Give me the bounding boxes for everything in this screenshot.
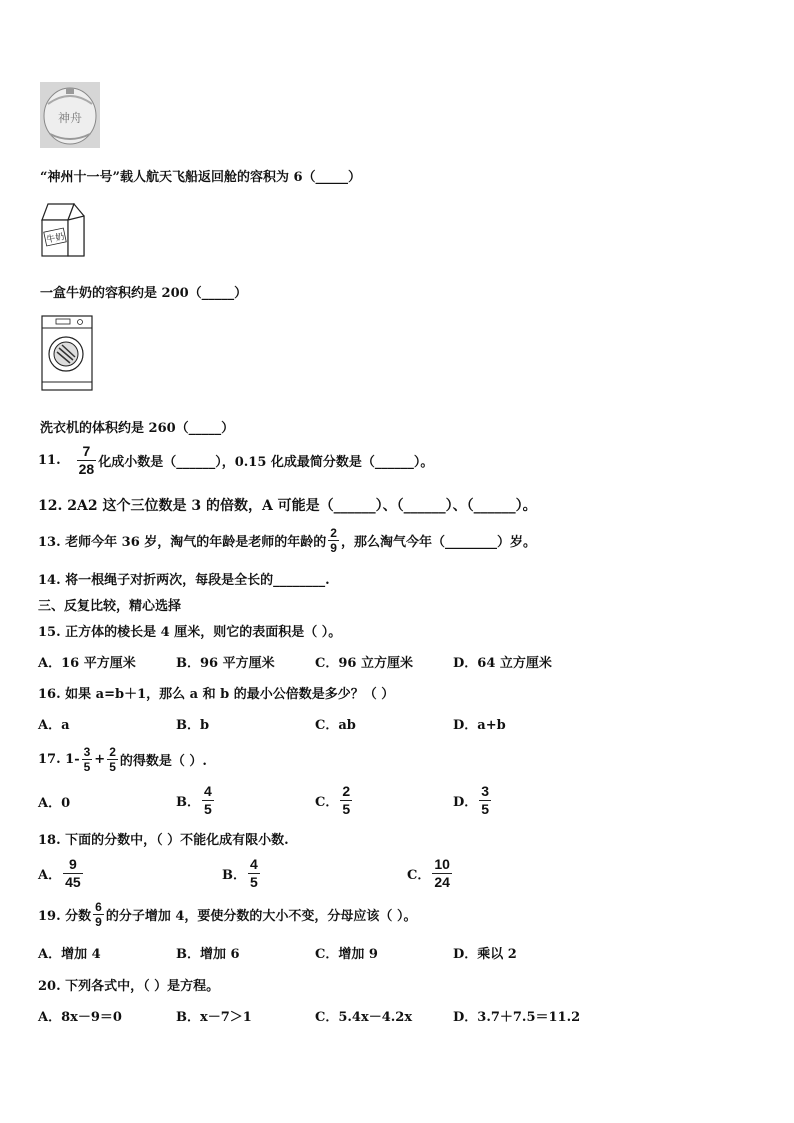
q16-option-a[interactable]: A．a	[38, 718, 70, 733]
capsule-image	[40, 82, 100, 148]
question-11-number: 11.	[38, 452, 61, 468]
question-11-fraction: $\frac{7}{28}$	[78, 442, 95, 477]
q20-option-a[interactable]: A．8x－9＝0	[38, 1010, 122, 1025]
capsule-question: “神州十一号”载人航天飞船返回舱的容积为 6（_____）	[40, 170, 362, 185]
q15-option-c[interactable]: C．96 立方厘米	[315, 656, 413, 671]
q17-fraction-1: $\frac{3}{5}$	[83, 744, 91, 774]
q20-option-c[interactable]: C．5.4x－4.2x	[315, 1010, 413, 1025]
q19-option-c[interactable]: C．增加 9	[315, 947, 378, 962]
q20-option-b[interactable]: B．x－7＞1	[176, 1010, 252, 1025]
q18-option-a[interactable]: A． $\frac{9}{45}$	[38, 855, 81, 890]
q19-fraction: $\frac{6}{9}$	[95, 899, 102, 929]
q15-option-b[interactable]: B．96 平方厘米	[176, 656, 275, 671]
washer-question: 洗衣机的体积约是 260（_____）	[40, 421, 235, 436]
washing-machine-image	[40, 314, 94, 392]
svg-text:神舟: 神舟	[58, 111, 83, 125]
q20-option-d[interactable]: D．3.7＋7.5＝11.2	[453, 1010, 581, 1025]
milk-question: 一盒牛奶的容积约是 200（_____）	[40, 286, 248, 301]
q17-option-a[interactable]: A．0	[38, 796, 71, 811]
q16-option-b[interactable]: B．b	[176, 718, 210, 733]
question-11	[38, 440, 433, 480]
q17-option-b[interactable]: B． $\frac{4}{5}$	[176, 782, 212, 817]
question-16: 16. 如果 a=b＋1，那么 a 和 b 的最小公倍数是多少？（ ）	[38, 687, 395, 702]
q18-option-c[interactable]: C． $\frac{10}{24}$	[407, 855, 450, 890]
q17-option-c[interactable]: C． $\frac{2}{5}$	[315, 782, 351, 817]
q17-fraction-2: $\frac{2}{5}$	[109, 744, 116, 774]
q19-option-d[interactable]: D．乘以 2	[453, 947, 517, 962]
q19-option-b[interactable]: B．增加 6	[176, 947, 240, 962]
question-13-fraction: $\frac{2}{9}$	[330, 525, 337, 555]
q16-option-d[interactable]: D．a+b	[453, 718, 506, 733]
q19-option-a[interactable]: A．增加 4	[38, 947, 101, 962]
q17-option-d[interactable]: D． $\frac{3}{5}$	[453, 782, 490, 817]
q16-option-c[interactable]: C．ab	[315, 718, 356, 733]
svg-text:牛奶: 牛奶	[45, 232, 66, 246]
question-17: 17. 1- $\frac{3}{5}$ + $\frac{2}{5}$ 的得数是（ ）.	[38, 744, 207, 774]
question-20: 20. 下列各式中，（ ）是方程。	[38, 979, 220, 994]
milk-carton-image	[38, 202, 88, 258]
question-18: 18. 下面的分数中，（ ）不能化成有限小数.	[38, 833, 289, 848]
question-19: 19. 分数 $\frac{6}{9}$ 的分子增加 4，要使分数的大小不变，分母应该（ ）。	[38, 899, 417, 929]
q15-option-d[interactable]: D．64 立方厘米	[453, 656, 552, 671]
question-15: 15. 正方体的棱长是 4 厘米，则它的表面积是（ ）。	[38, 625, 342, 640]
question-13: 13. 老师今年 36 岁，淘气的年龄是老师的年龄的 $\frac{2}{9}$ ，那么淘气今年（________）岁。	[38, 525, 536, 555]
question-14: 14. 将一根绳子对折两次，每段是全长的________.	[38, 573, 330, 588]
section-heading: 三、反复比较，精心选择	[38, 599, 182, 614]
question-12: 12. 2A2 这个三位数是 3 的倍数，A 可能是（______）、（______）、（______）。	[38, 498, 537, 514]
q15-option-a[interactable]: A．16 平方厘米	[38, 656, 136, 671]
q18-option-b[interactable]: B． $\frac{4}{5}$	[222, 855, 258, 890]
question-11-text: 化成小数是（______），0.15 化成最简分数是（______）。	[98, 454, 434, 470]
